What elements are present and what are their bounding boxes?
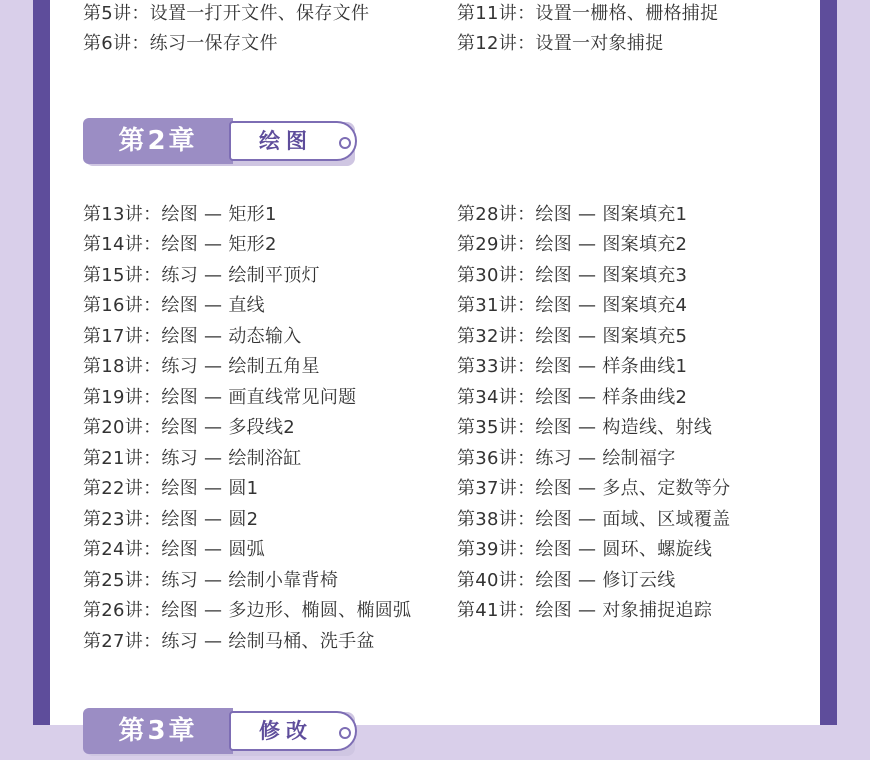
lesson-item: 第33讲：绘图 — 样条曲线1 xyxy=(457,356,688,377)
lesson-item: 第28讲：绘图 — 图案填充1 xyxy=(457,204,688,225)
lesson-item: 第39讲：绘图 — 圆环、螺旋线 xyxy=(457,539,713,560)
lesson-item: 第21讲：练习 — 绘制浴缸 xyxy=(83,448,302,469)
lesson-item: 第40讲：绘图 — 修订云线 xyxy=(457,570,676,591)
chapter-title: 绘图 xyxy=(259,129,313,153)
lesson-item: 第15讲：练习 — 绘制平顶灯 xyxy=(83,265,320,286)
lesson-item: 第30讲：绘图 — 图案填充3 xyxy=(457,265,688,286)
chapter-3-tag xyxy=(83,708,363,760)
lesson-item: 第23讲：绘图 — 圆2 xyxy=(83,509,259,530)
circle-dot-icon xyxy=(339,727,351,739)
lesson-item: 第35讲：绘图 — 构造线、射线 xyxy=(457,417,713,438)
lesson-item: 第31讲：绘图 — 图案填充4 xyxy=(457,295,688,316)
lesson-item: 第22讲：绘图 — 圆1 xyxy=(83,478,259,499)
lesson-item: 第12讲：设置一对象捕捉 xyxy=(457,33,664,54)
lesson-item: 第14讲：绘图 — 矩形2 xyxy=(83,234,277,255)
lesson-item: 第16讲：绘图 — 直线 xyxy=(83,295,265,316)
lesson-item: 第6讲：练习一保存文件 xyxy=(83,33,278,54)
left-frame-border xyxy=(33,0,50,725)
chapter-title: 修改 xyxy=(259,719,313,743)
lesson-item: 第38讲：绘图 — 面域、区域覆盖 xyxy=(457,509,731,530)
lesson-item: 第25讲：练习 — 绘制小靠背椅 xyxy=(83,570,339,591)
lesson-item: 第41讲：绘图 — 对象捕捉追踪 xyxy=(457,600,713,621)
circle-dot-icon xyxy=(339,137,351,149)
lesson-item: 第19讲：绘图 — 画直线常见问题 xyxy=(83,387,357,408)
lesson-item: 第11讲：设置一栅格、栅格捕捉 xyxy=(457,3,719,24)
lesson-item: 第20讲：绘图 — 多段线2 xyxy=(83,417,295,438)
lesson-item: 第29讲：绘图 — 图案填充2 xyxy=(457,234,688,255)
lesson-item: 第18讲：练习 — 绘制五角星 xyxy=(83,356,320,377)
lesson-item: 第5讲：设置一打开文件、保存文件 xyxy=(83,3,370,24)
chapter-2-tag xyxy=(83,118,363,170)
lesson-item: 第34讲：绘图 — 样条曲线2 xyxy=(457,387,688,408)
lesson-item: 第13讲：绘图 — 矩形1 xyxy=(83,204,277,225)
lesson-item: 第37讲：绘图 — 多点、定数等分 xyxy=(457,478,731,499)
lesson-item: 第27讲：练习 — 绘制马桶、洗手盆 xyxy=(83,631,375,652)
chapter-number-label: 第3章 xyxy=(118,716,198,746)
lesson-item: 第24讲：绘图 — 圆弧 xyxy=(83,539,265,560)
lesson-item: 第36讲：练习 — 绘制福字 xyxy=(457,448,676,469)
lesson-item: 第32讲：绘图 — 图案填充5 xyxy=(457,326,688,347)
lesson-item: 第17讲：绘图 — 动态输入 xyxy=(83,326,302,347)
lesson-item: 第26讲：绘图 — 多边形、椭圆、椭圆弧 xyxy=(83,600,412,621)
chapter-number-label: 第2章 xyxy=(118,126,198,156)
right-frame-border xyxy=(820,0,837,725)
